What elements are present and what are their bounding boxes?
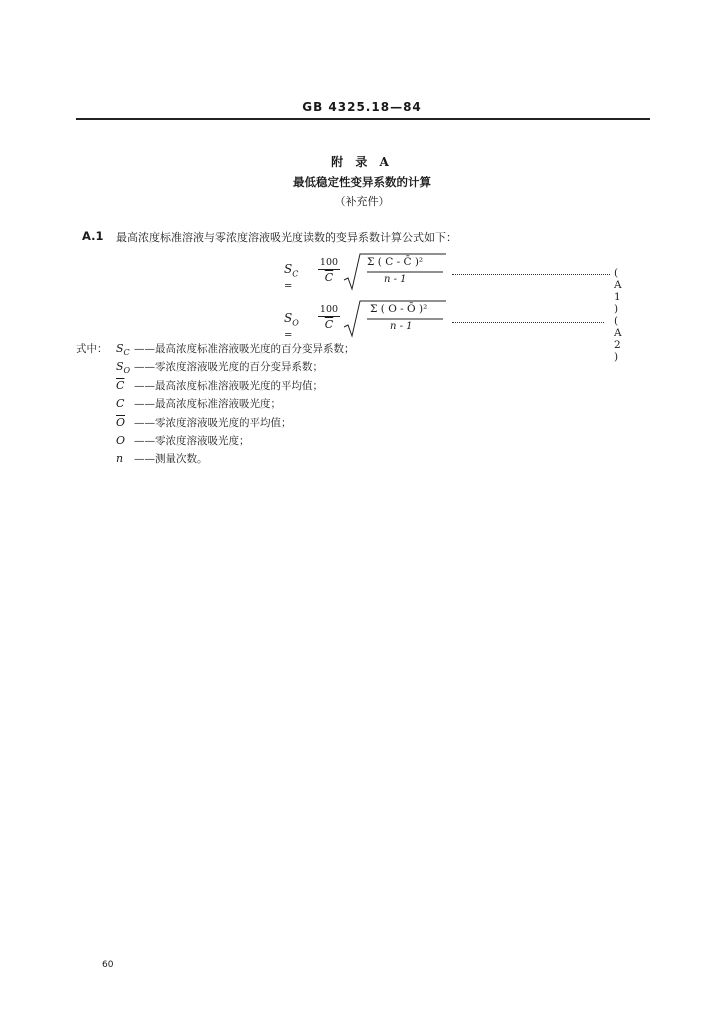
radicand-denominator: n - 1: [390, 321, 413, 332]
definition-symbol: C: [116, 397, 125, 411]
definition-text: ——零浓度溶液吸光度的平均值；: [134, 416, 292, 429]
formula-symbol: S: [284, 262, 293, 276]
equation-label: ( A 2 ): [614, 315, 623, 363]
symbol-subscript: C: [123, 348, 130, 358]
definition-text: ——最高浓度标准溶液吸光度；: [134, 398, 281, 411]
formula-equals: =: [284, 281, 293, 293]
definition-text: ——零浓度溶液吸光度的百分变异系数；: [134, 361, 323, 374]
definition-text: ——零浓度溶液吸光度；: [134, 434, 250, 447]
radicand-numerator: Σ ( O - Ō )²: [370, 303, 428, 315]
leader-dots: [452, 274, 610, 275]
coefficient-denominator: C: [324, 318, 334, 331]
leader-dots: [452, 322, 604, 323]
radicand-denominator: n - 1: [384, 274, 407, 285]
fraction-bar: [318, 269, 340, 270]
appendix-note: （补充件）: [334, 195, 390, 208]
definitions-prefix: 式中：: [76, 343, 108, 355]
formula-subscript: C: [292, 269, 299, 279]
formula-subscript: O: [292, 318, 299, 328]
definition-symbol: O: [116, 433, 126, 447]
standard-code: GB 4325.18—84: [302, 100, 422, 114]
radicand-numerator: Σ ( C - C̄ )²: [367, 256, 424, 268]
definition-text: ——测量次数。: [134, 453, 208, 466]
coefficient-denominator: C: [324, 271, 334, 284]
formula-lhs: [284, 311, 299, 341]
formula-equals: =: [284, 330, 293, 342]
formula-symbol: S: [284, 311, 293, 325]
appendix-subtitle: 最低稳定性变异系数的计算: [293, 175, 431, 189]
definition-text: ——最高浓度标准溶液吸光度的百分变异系数；: [134, 343, 355, 355]
formula-lhs: [284, 262, 298, 292]
symbol-subscript: O: [123, 366, 131, 376]
section-text: 最高浓度标准溶液与零浓度溶液吸光度读数的变异系数计算公式如下：: [116, 231, 457, 244]
symbol-letter: S: [116, 360, 124, 374]
coefficient-fraction: [318, 257, 340, 284]
coefficient-numerator: 100: [319, 257, 339, 268]
appendix-title: 附 录 A: [331, 155, 393, 169]
page-number: 60: [102, 960, 114, 970]
symbol-letter: S: [116, 342, 124, 355]
section-number: A.1: [82, 229, 104, 243]
equation-label: ( A 1 ): [614, 267, 623, 315]
definition-symbol: $\overline{C}$: [116, 378, 125, 392]
coefficient-numerator: 100: [319, 304, 339, 315]
fraction-bar: [318, 316, 340, 317]
coefficient-fraction: [318, 304, 340, 331]
definition-text: ——最高浓度标准溶液吸光度的平均值；: [134, 379, 323, 392]
definition-symbol: n: [116, 452, 124, 466]
header-rule: [76, 118, 650, 120]
definition-symbol: $\overline{O}$: [116, 415, 126, 429]
